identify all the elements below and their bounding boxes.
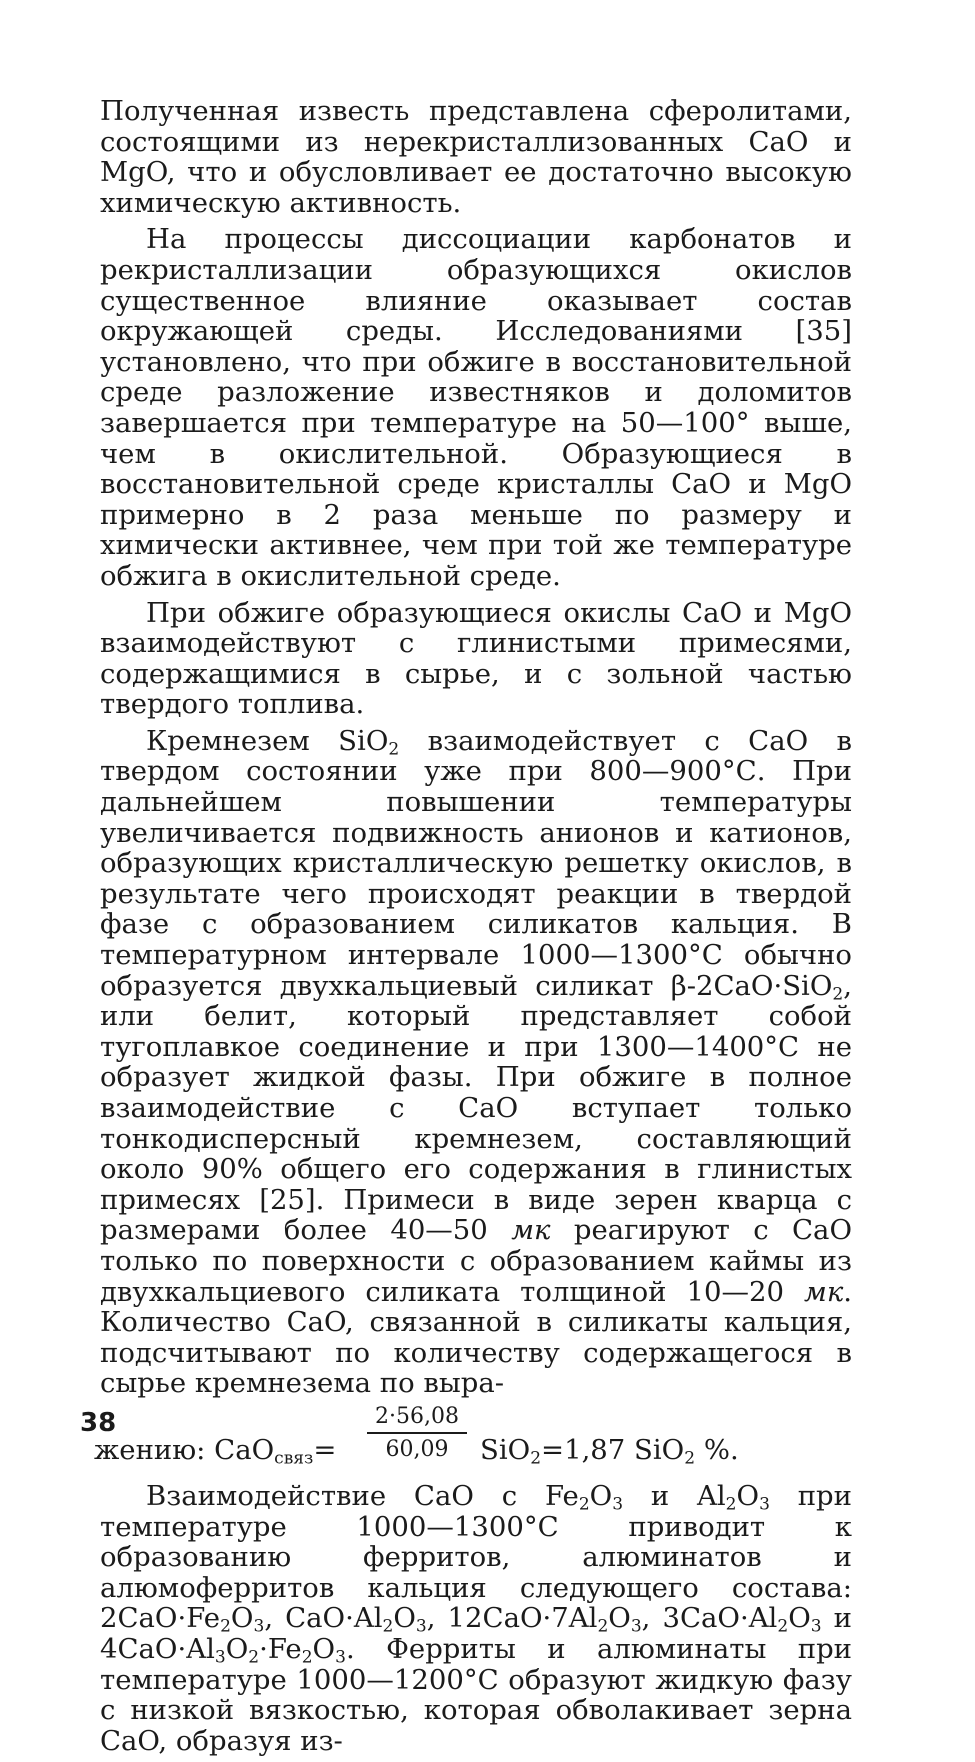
formula-fraction	[367, 1403, 467, 1464]
page-number: 38	[80, 1408, 117, 1438]
paragraph-3: При обжиге образующиеся окислы CaO и MgO взаимодействуют с глинистыми примесями, содержащимися в сырье, и с зольной частью твердого топлива.	[100, 596, 852, 721]
formula-numerator: 2·56,08	[367, 1403, 467, 1434]
paragraph-4: Кремнезем SiO$_2$ взаимодействует с CaO в твердом состоянии уже при 800—900°С. При дальнейшем повышении температуры увеличивается подвижность анионов и катионов, образующих кристаллическую решетку окислов, в результате чего происходят реакции в твердой фазе с образованием силикатов кальция. В температурном интервале 1000—1300°С обычно образуется двухкальциевый силикат β-2CaO·SiO$_2$, или белит, который представляет собой тугоплавкое соединение и при 1300—1400°С не образует жидкой фазы. При обжиге в полное взаимодействие с CaO вступает только тонкодисперсный кремнезем, составляющий около 90% общего его содержания в глинистых примесях [25]. Примеси в виде зерен кварца с размерами более 40—50 мк реагируют с CaO только по поверхности с образованием каймы из двухкальциевого силиката толщиной 10—20 мк. Количество CaO, связанной в силикаты кальция, подсчитывают по количеству содержащегося в сырье кремнезема по выра-	[100, 724, 852, 1400]
paragraph-2: На процессы диссоциации карбонатов и рекристаллизации образующихся окислов существенное влияние оказывает состав окружающей среды. Исследованиями [35] установлено, что при обжиге в восстановительной среде разложение известняков и доломитов завершается при температуре на 50—100° выше, чем в окислительной. Образующиеся в восстановительной среде кристаллы CaO и MgO примерно в 2 раза меньше по размеру и химически активнее, чем при той же температуре обжига в окислительной среде.	[100, 223, 852, 592]
formula-tail: SiO$_2$=1,87 SiO$_2$ %.	[480, 1433, 739, 1469]
formula-denominator: 60,09	[385, 1436, 449, 1462]
formula-lead: жению: CaO$_{связ}$=	[94, 1433, 337, 1469]
paragraph-1: Полученная известь представлена сферолитами, состоящими из нерекристаллизованных CaO и MgO, что и обусловливает ее достаточно высокую химическую активность.	[100, 95, 852, 219]
paragraph-5: Взаимодействие CaO с $Fe_2O_3$ и $Al_2O_3$ при температуре 1000—1300°С приводит к образованию ферритов, алюминатов и алюмоферритов кальция следующего состава: $2CaO\cdot Fe_2O_3$, $CaO\cdot Al_2O_3$, $12CaO\cdot 7Al_2O_3$, $3CaO\cdot Al_2O_3$ и $4CaO\cdot Al_3O_2\cdot Fe_2O_3$. Ферриты и алюминаты при температуре 1000—1200°С образуют жидкую фазу с низкой вязкостью, которая обволакивает зерна CaO, образуя из-	[100, 1479, 852, 1757]
